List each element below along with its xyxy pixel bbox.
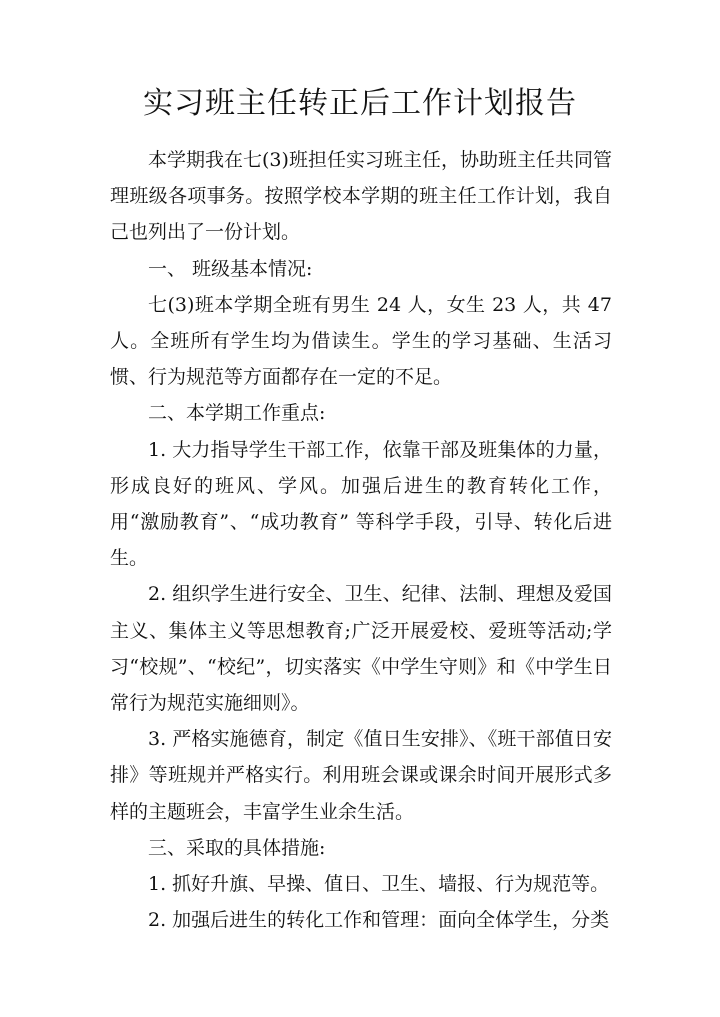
paragraph-focus-1: 1. 大力指导学生干部工作，依靠干部及班集体的力量，形成良好的班风、学风。加强后进生的教育转化工作，用“激励教育”、“成功教育” 等科学手段，引导、转化后进生。 bbox=[110, 438, 612, 570]
paragraph-focus-2: 2. 组织学生进行安全、卫生、纪律、法制、理想及爱国主义、集体主义等思想教育;广泛开展爱校、爱班等活动;学习“校规”、“校纪”，切实落实《中学生守则》和《中学生日常行为规范实施细则》。 bbox=[110, 583, 612, 715]
paragraph-measure-2: 2. 加强后进生的转化工作和管理：面向全体学生，分类 bbox=[148, 909, 610, 932]
paragraph-class-info: 七(3)班本学期全班有男生 24 人，女生 23 人，共 47 人。全班所有学生均为借读生。学生的学习基础、生活习惯、行为规范等方面都存在一定的不足。 bbox=[110, 293, 612, 389]
document-title: 实习班主任转正后工作计划报告 bbox=[143, 86, 577, 121]
document-body bbox=[110, 142, 612, 938]
section-heading-class-info: 一、 班级基本情况: bbox=[148, 257, 313, 280]
paragraph-focus-3: 3. 严格实施德育，制定《值日生安排》、《班干部值日安排》等班规并严格实行。利用班会课或课余时间开展形式多样的主题班会，丰富学生业余生活。 bbox=[110, 728, 612, 823]
section-heading-work-focus: 二、本学期工作重点: bbox=[148, 402, 326, 425]
section-heading-measures: 三、采取的具体措施: bbox=[148, 836, 326, 859]
paragraph-measure-1: 1. 抓好升旗、早操、值日、卫生、墙报、行为规范等。 bbox=[148, 873, 610, 896]
paragraph-intro: 本学期我在七(3)班担任实习班主任，协助班主任共同管理班级各项事务。按照学校本学期的班主任工作计划，我自己也列出了一份计划。 bbox=[110, 149, 612, 244]
